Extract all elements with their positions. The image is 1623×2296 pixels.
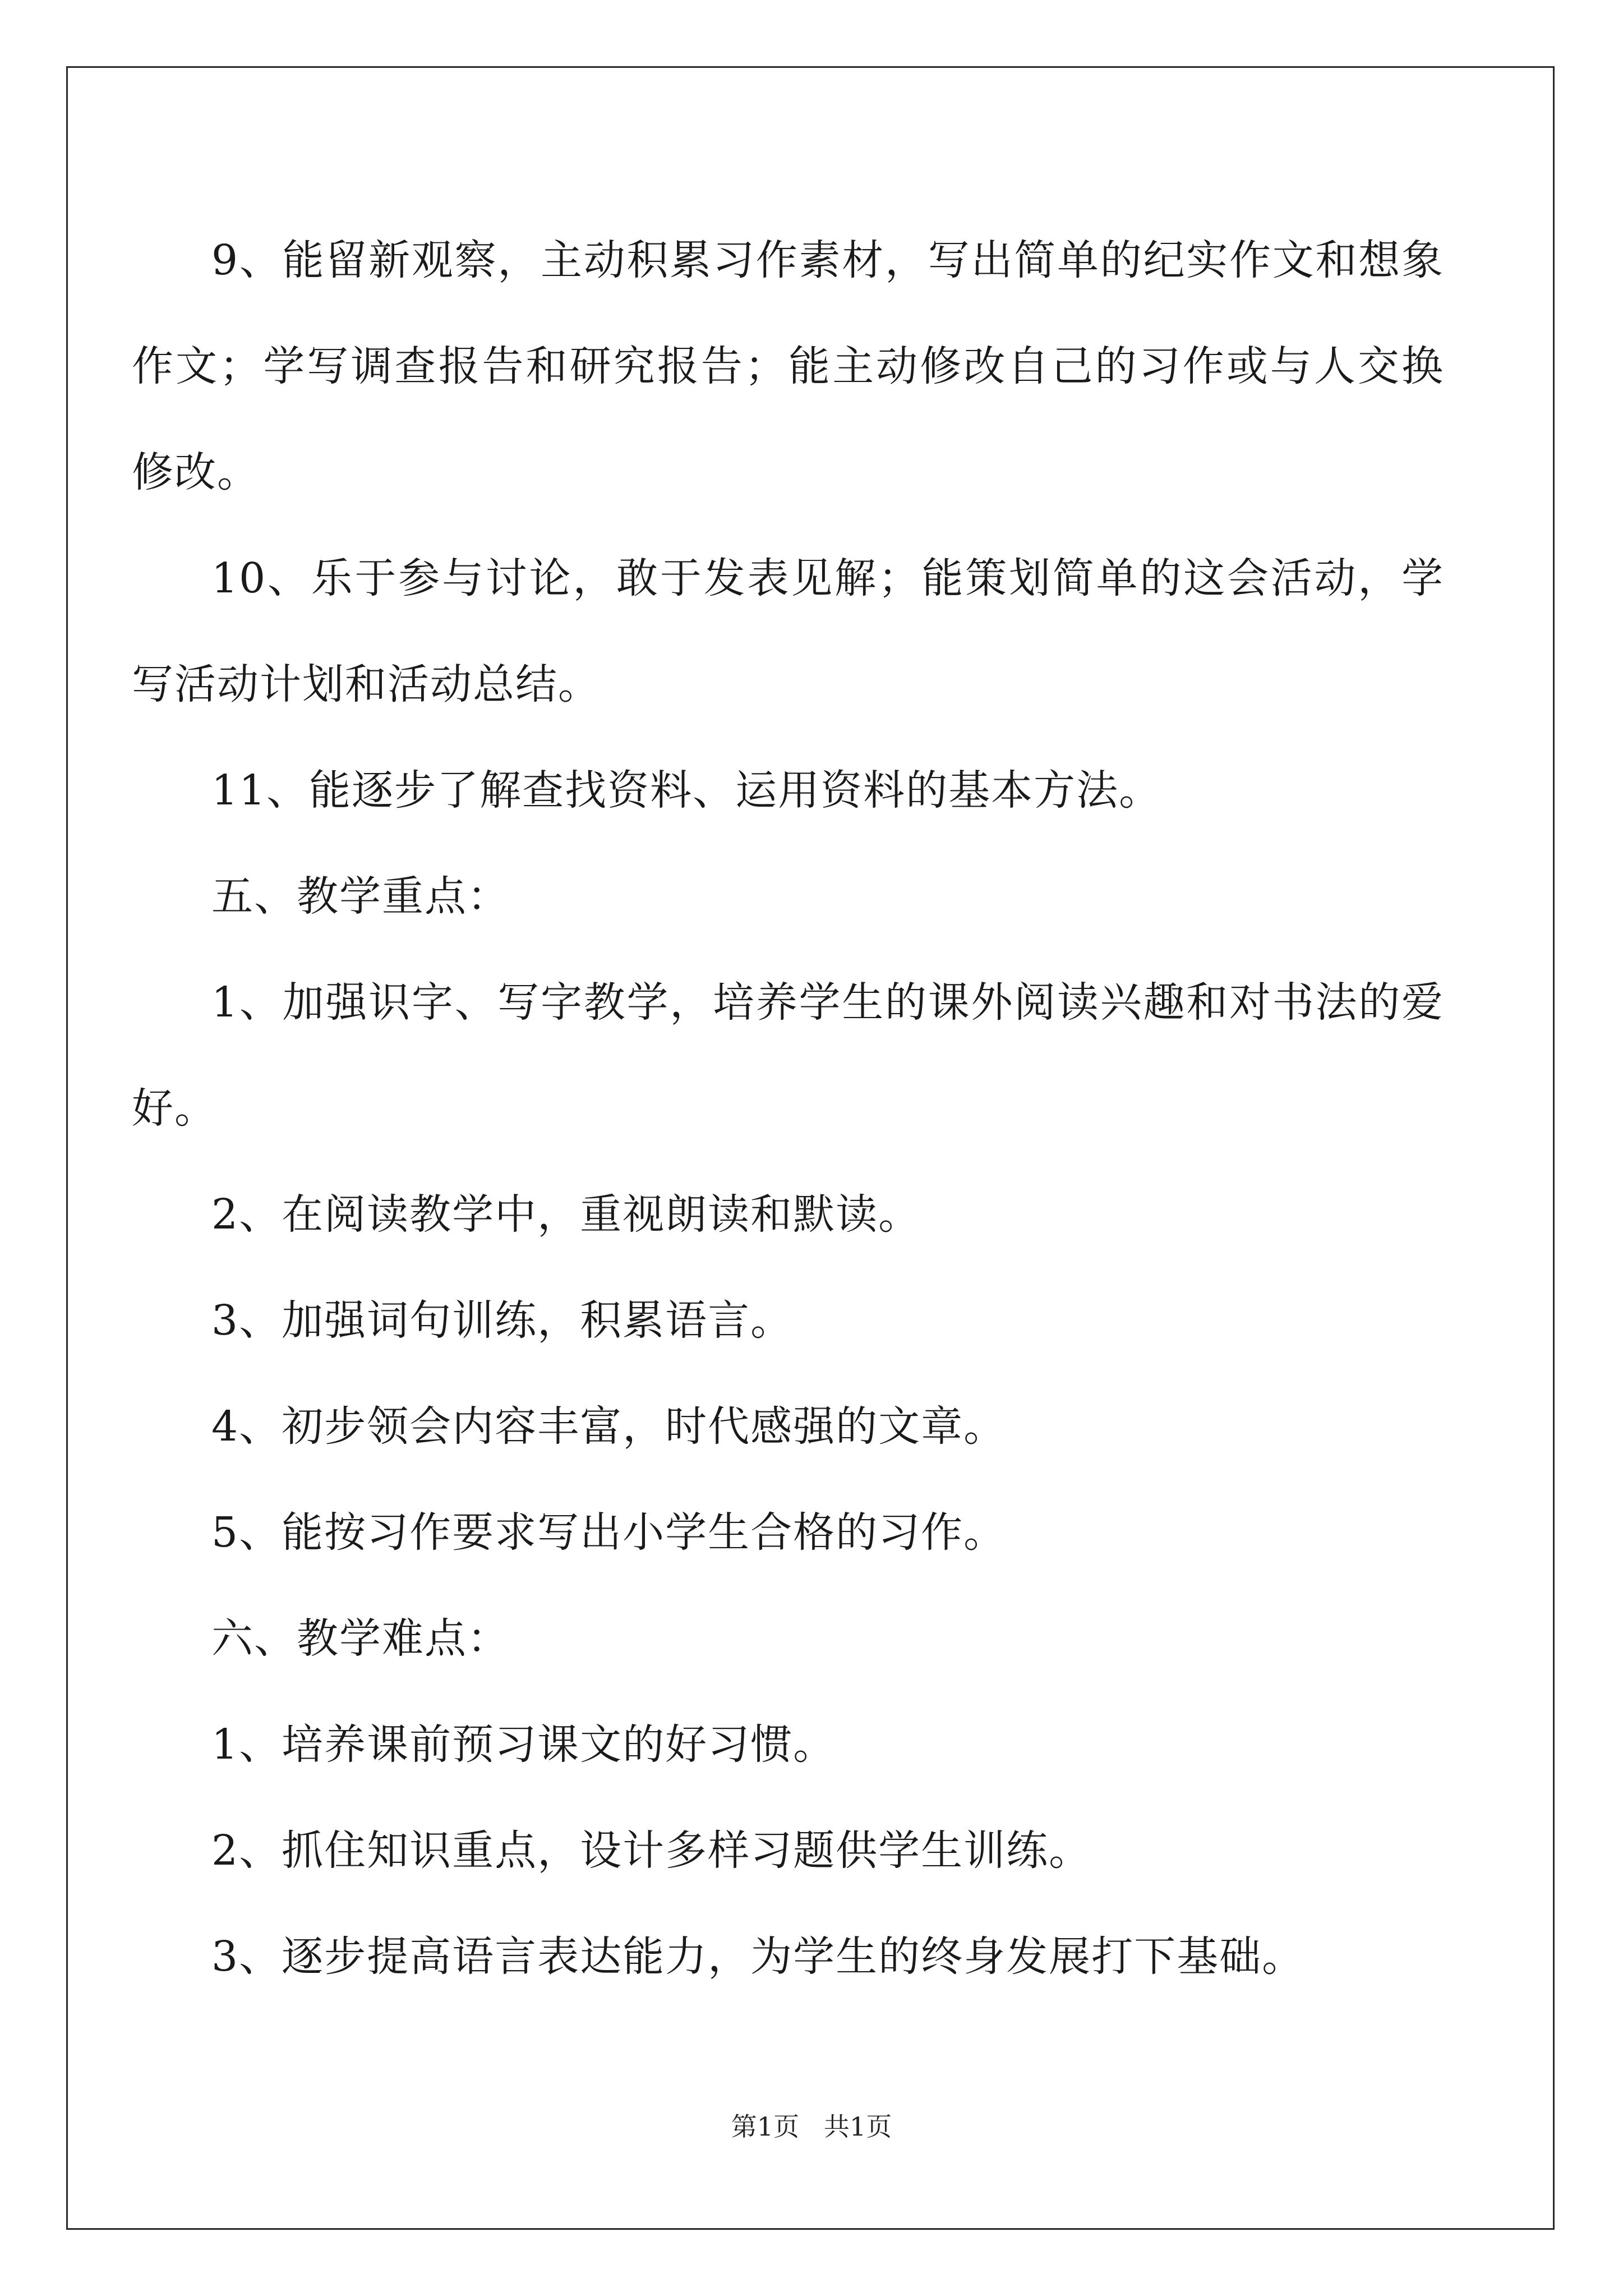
difficulty-item-2: 2、抓住知识重点，设计多样习题供学生训练。 [211,1826,1092,1875]
paragraph-item-9: 9、能留新观察，主动积累习作素材，写出简单的纪实作文和想象作文；学写调查报告和研究报告；能主动修改自己的习作或与人交换修改。 [132,236,1444,496]
focus-item-4: 4、初步领会内容丰富，时代感强的文章。 [211,1402,1007,1451]
difficulty-item-1: 1、培养课前预习课文的好习惯。 [211,1720,836,1769]
paragraph-item-10: 10、乐于参与讨论，敢于发表见解；能策划简单的这会活动，学写活动计划和活动总结。 [132,554,1444,708]
focus-item-1: 1、加强识字、写字教学，培养学生的课外阅读兴趣和对书法的爱好。 [132,978,1444,1133]
focus-item-2: 2、在阅读教学中，重视朗读和默读。 [211,1190,921,1239]
difficulty-item-3: 3、逐步提高语言表达能力，为学生的终身发展打下基础。 [211,1932,1305,1981]
document-body [132,208,1444,2010]
section-heading-difficulty: 六、教学难点： [211,1614,510,1663]
page-footer: 第1页 共1页 [731,2111,892,2142]
paragraph-item-11: 11、能逐步了解查找资料、运用资料的基本方法。 [211,766,1162,815]
focus-item-3: 3、加强词句训练，积累语言。 [211,1296,794,1345]
section-heading-focus: 五、教学重点： [211,872,510,921]
focus-item-5: 5、能按习作要求写出小学生合格的习作。 [211,1508,1007,1557]
